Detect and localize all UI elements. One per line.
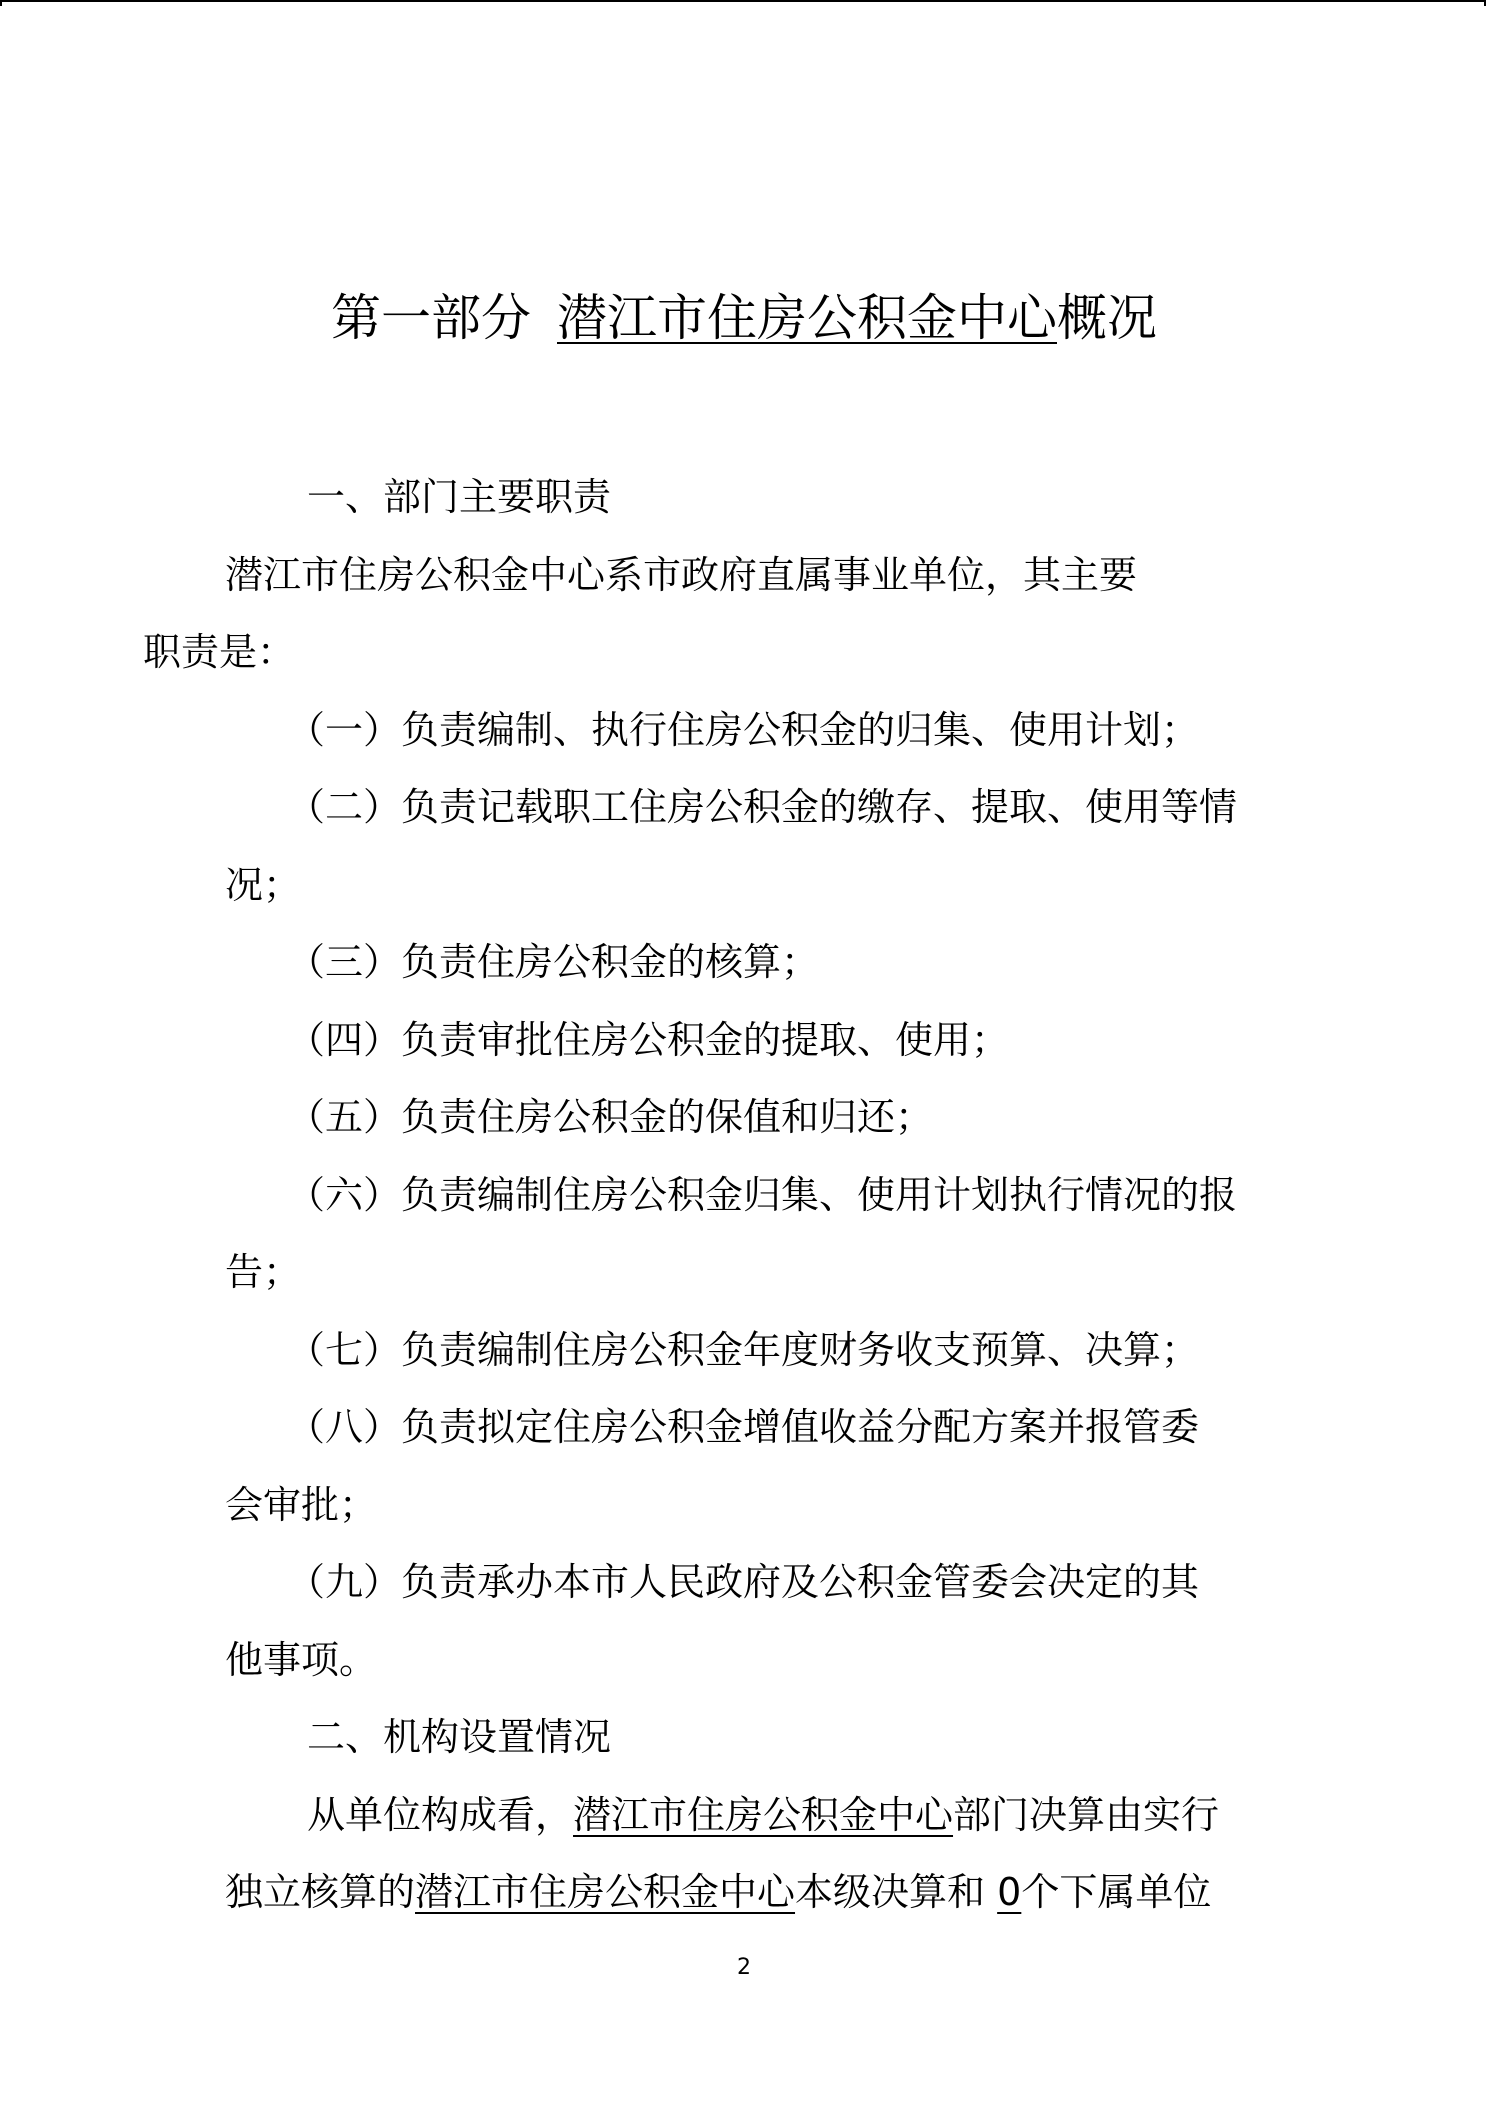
- org-paragraph-line2: [225, 1854, 1265, 1932]
- duty-item: [225, 1079, 1265, 1157]
- duty-item-line1: （三）负责住房公积金的核算；: [287, 940, 820, 984]
- duty-item-line1: （九）负责承办本市人民政府及公积金管委会决定的其: [287, 1560, 1200, 1604]
- duties-intro-line1: 潜江市住房公积金中心系市政府直属事业单位，其主要: [225, 552, 1138, 597]
- title-suffix: 概况: [1057, 289, 1157, 347]
- duty-item-line1: （二）负责记载职工住房公积金的缴存、提取、使用等情: [287, 785, 1238, 829]
- org-name-underlined: 潜江市住房公积金中心: [415, 1870, 796, 1914]
- org-heading: 二、机构设置情况: [307, 1715, 612, 1759]
- duty-item-line2: 会审批；: [225, 1482, 378, 1527]
- org-text-d: 独立核算的: [225, 1870, 416, 1914]
- document-body: [143, 459, 1265, 1932]
- duty-item: [225, 769, 1265, 924]
- title-org-name: 潜江市住房公积金中心: [557, 289, 1057, 347]
- duty-item: [225, 1002, 1265, 1080]
- page-top-border: [0, 0, 1486, 6]
- duties-heading: 一、部门主要职责: [307, 475, 612, 519]
- duty-item-line2: 况；: [225, 862, 302, 907]
- duties-intro-line2: 职责是：: [143, 630, 296, 674]
- duty-item-line1: （一）负责编制、执行住房公积金的归集、使用计划；: [287, 707, 1200, 752]
- duty-item-line1: （五）负责住房公积金的保值和归还；: [287, 1095, 934, 1139]
- org-text-f: 本级决算和: [795, 1870, 986, 1914]
- org-paragraph: [225, 1777, 1265, 1932]
- duty-item-line1: （六）负责编制住房公积金归集、使用计划执行情况的报: [287, 1172, 1238, 1217]
- duty-item: [225, 692, 1265, 770]
- duty-item-line2: 他事项。: [225, 1637, 378, 1682]
- title-prefix: 第一部分: [331, 289, 531, 347]
- duty-item-line1: （四）负责审批住房公积金的提取、使用；: [287, 1017, 1010, 1062]
- duty-item: [225, 1389, 1265, 1544]
- org-text-h: 个下属单位: [1021, 1870, 1212, 1914]
- duty-item: [225, 1157, 1265, 1312]
- subunit-count: 0: [997, 1870, 1022, 1914]
- duties-intro: [143, 537, 1265, 692]
- duty-item-line2: 告；: [225, 1250, 302, 1294]
- org-text-a: 从单位构成看，: [307, 1792, 574, 1837]
- duty-item: [225, 1312, 1265, 1390]
- org-text-c: 部门决算由实行: [953, 1792, 1220, 1837]
- page-number: 2: [737, 1955, 751, 1980]
- duty-item: [225, 1544, 1265, 1699]
- org-paragraph-line1: [307, 1777, 1265, 1855]
- duty-item: [225, 924, 1265, 1002]
- duty-item-line1: （七）负责编制住房公积金年度财务收支预算、决算；: [287, 1327, 1200, 1372]
- org-name-underlined: 潜江市住房公积金中心: [573, 1792, 954, 1837]
- duty-item-line1: （八）负责拟定住房公积金增值收益分配方案并报管委: [287, 1405, 1200, 1449]
- page-title: [0, 286, 1488, 350]
